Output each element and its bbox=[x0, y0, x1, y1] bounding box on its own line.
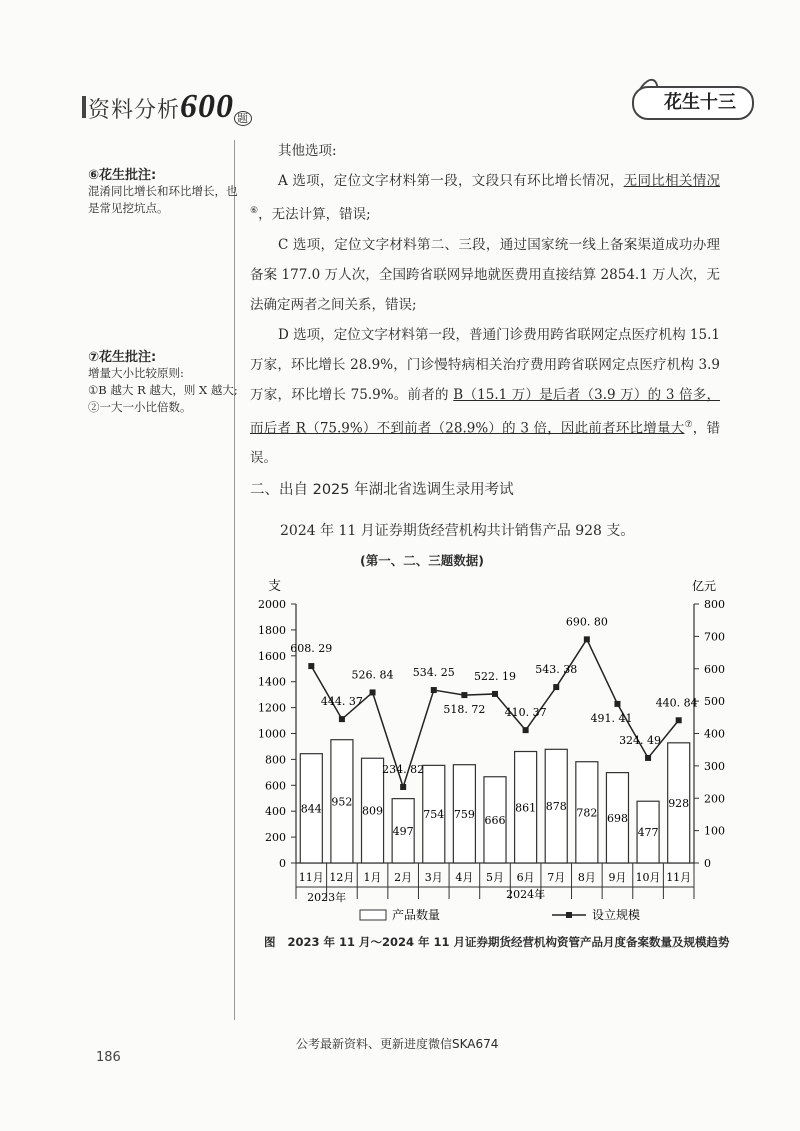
bar-value-label: 698 bbox=[606, 811, 628, 825]
bar-value-label: 759 bbox=[453, 807, 475, 821]
bar-value-label: 878 bbox=[545, 800, 567, 814]
left-tick-label: 1400 bbox=[258, 675, 286, 689]
line-point bbox=[339, 716, 345, 722]
category-label: 1月 bbox=[363, 871, 382, 884]
line-point bbox=[676, 717, 682, 723]
left-tick-label: 600 bbox=[265, 779, 286, 793]
bar-value-label: 861 bbox=[515, 801, 537, 815]
section-title: 二、出自 2025 年湖北省选调生录用考试 bbox=[250, 482, 514, 498]
line-value-label: 690. 80 bbox=[565, 615, 608, 629]
right-tick-label: 200 bbox=[704, 792, 725, 806]
category-label: 12月 bbox=[329, 871, 355, 884]
chart-caption: 图 2023 年 11 月～2024 年 11 月证券期货经营机构资管产品月度备案数量及规模趋势 bbox=[264, 935, 730, 949]
line-value-label: 234. 82 bbox=[382, 762, 425, 776]
bar-value-label: 497 bbox=[392, 824, 414, 838]
line-point bbox=[308, 663, 314, 669]
right-axis-label: 亿元 bbox=[692, 579, 717, 593]
category-label: 7月 bbox=[547, 871, 566, 884]
explanation-text: 其他选项: A 选项，定位文字材料第一段，文段只有环比增长情况，无同比相关情况⑥，无法计算，错误; C 选项，定位文字材料第二、三段，通过国家统一线上备案渠道成功办理备案 177.0 万人次，全国跨省联网异地就医费用直接结算 2854.1 万人次，无法确定两者之间关系，错误; D 选项，定位文字材料第一段，普通门诊费用跨省联网定点医疗机构 15.1 万家，环比增长 28.9%，门诊慢特病相关治疗费用跨省联网定点医疗机构 3.9 万家，环比增长 75.9%。前者的 B（15.1 万）是后者（3.9 万）的 3 倍多，而后者 R（75.9%）不到前者（28.9%）的 3 倍，因此前者环比增量大⑦，错误。 bbox=[250, 136, 720, 473]
right-tick-label: 600 bbox=[704, 662, 725, 676]
category-label: 11月 bbox=[298, 871, 324, 884]
page-number: 186 bbox=[96, 1050, 121, 1065]
option-c: C 选项，定位文字材料第二、三段，通过国家统一线上备案渠道成功办理备案 177.0 万人次，全国跨省联网异地就医费用直接结算 2854.1 万人次，无法确定两者之间关系，错误; bbox=[250, 236, 720, 313]
line-point bbox=[584, 636, 590, 642]
line-value-label: 324. 49 bbox=[619, 733, 662, 747]
line-point bbox=[614, 701, 620, 707]
legend-bar-label: 产品数量 bbox=[392, 908, 441, 922]
line-value-label: 543. 38 bbox=[535, 663, 578, 677]
category-label: 10月 bbox=[635, 871, 661, 884]
brand-logo: 花生十三 bbox=[632, 86, 754, 120]
bar-value-label: 844 bbox=[300, 802, 322, 816]
chart bbox=[240, 568, 740, 932]
bar-value-label: 928 bbox=[668, 796, 690, 810]
left-tick-label: 800 bbox=[265, 753, 286, 767]
category-label: 5月 bbox=[486, 871, 504, 884]
line-value-label: 444. 37 bbox=[320, 695, 363, 709]
footer-text: 公考最新资料、更新进度微信SKA674 bbox=[296, 1037, 499, 1051]
right-tick-label: 300 bbox=[704, 759, 725, 773]
left-tick-label: 0 bbox=[279, 857, 286, 870]
category-label: 4月 bbox=[455, 871, 474, 884]
left-tick-label: 1800 bbox=[258, 623, 286, 637]
category-label: 6月 bbox=[516, 871, 535, 884]
intro-text: 2024 年 11 月证券期货经营机构共计销售产品 928 支。 bbox=[280, 523, 635, 539]
option-a: A 选项，定位文字材料第一段，文段只有环比增长情况，无同比相关情况⑥，无法计算，错误; bbox=[250, 173, 721, 223]
year-label: 2024年 bbox=[506, 888, 546, 901]
line-value-label: 410. 37 bbox=[504, 706, 547, 720]
line-point bbox=[370, 689, 376, 695]
line-point bbox=[431, 687, 437, 693]
line-value-label: 440. 84 bbox=[655, 696, 698, 710]
left-tick-label: 400 bbox=[265, 805, 286, 819]
category-label: 2月 bbox=[394, 871, 413, 884]
left-tick-label: 1200 bbox=[258, 701, 286, 715]
right-tick-label: 0 bbox=[704, 857, 711, 870]
left-tick-label: 200 bbox=[265, 831, 286, 845]
right-tick-label: 800 bbox=[704, 598, 725, 611]
sidebar-note-7: ⑦花生批注: 增量大小比较原则: ①B 越大 R 越大，则 X 越大; ②一大一小比倍数。 bbox=[88, 350, 238, 414]
bar-value-label: 782 bbox=[576, 806, 598, 820]
line-value-label: 522. 19 bbox=[474, 669, 516, 683]
bar-value-label: 754 bbox=[423, 808, 445, 822]
left-axis-label: 支 bbox=[268, 579, 282, 594]
line-point bbox=[523, 727, 529, 733]
column-divider bbox=[234, 140, 235, 1020]
line-value-label: 534. 25 bbox=[412, 666, 455, 680]
bar-value-label: 809 bbox=[362, 804, 384, 818]
category-label: 11月 bbox=[666, 871, 692, 884]
line-value-label: 518. 72 bbox=[443, 703, 486, 717]
right-tick-label: 700 bbox=[704, 630, 725, 644]
category-label: 8月 bbox=[577, 871, 596, 884]
bar-value-label: 477 bbox=[637, 826, 659, 840]
option-d: D 选项，定位文字材料第一段，普通门诊费用跨省联网定点医疗机构 15.1 万家，环比增长 28.9%，门诊慢特病相关治疗费用跨省联网定点医疗机构 3.9 万家，环比增长 75.9%。前者的 B（15.1 万）是后者（3.9 万）的 3 倍多，而后者 R（75.9%）不到前者（28.9%）的 3 倍，因此前者环比增量大⑦，错误。 bbox=[250, 326, 721, 466]
line-point bbox=[461, 692, 467, 698]
book-title: 资料分析600 题 bbox=[88, 88, 252, 126]
line-point bbox=[553, 684, 559, 690]
right-tick-label: 500 bbox=[704, 695, 725, 709]
right-tick-label: 400 bbox=[704, 727, 725, 741]
left-tick-label: 2000 bbox=[258, 598, 286, 611]
left-tick-label: 1000 bbox=[258, 727, 286, 741]
line-point bbox=[645, 755, 651, 761]
legend-line-label: 设立规模 bbox=[592, 908, 641, 922]
sidebar-note-6: ⑥花生批注: 混淆同比增长和环比增长，也是常见挖坑点。 bbox=[88, 168, 238, 215]
bar-value-label: 952 bbox=[331, 795, 353, 809]
legend-bar-swatch bbox=[360, 910, 386, 920]
header-bar bbox=[82, 96, 86, 118]
chart-title: (第一、二、三题数据) bbox=[360, 553, 484, 568]
bar-value-label: 666 bbox=[484, 813, 506, 827]
line-point bbox=[492, 691, 498, 697]
category-label: 9月 bbox=[608, 871, 627, 884]
line-value-label: 526. 84 bbox=[351, 668, 394, 682]
line-value-label: 491. 41 bbox=[590, 711, 633, 725]
left-tick-label: 1600 bbox=[258, 649, 286, 663]
line-point bbox=[400, 784, 406, 790]
category-label: 3月 bbox=[424, 871, 443, 884]
legend-line-marker bbox=[566, 912, 572, 918]
line-value-label: 608. 29 bbox=[290, 642, 333, 656]
year-label: 2023年 bbox=[307, 891, 347, 904]
right-tick-label: 100 bbox=[704, 824, 725, 838]
